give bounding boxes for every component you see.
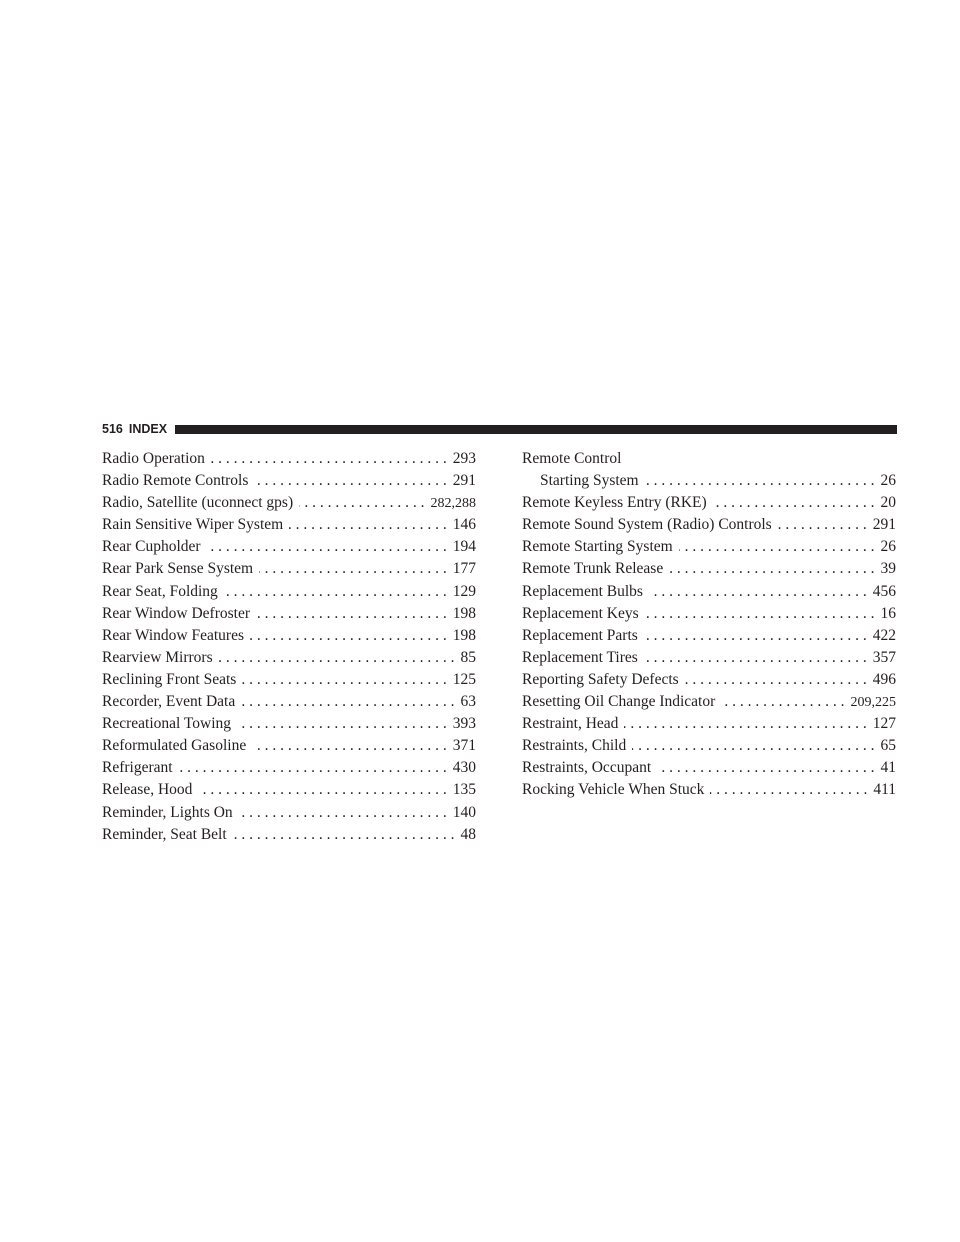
index-entry <box>102 824 476 846</box>
dot-leader <box>710 779 867 801</box>
dot-leader <box>289 514 447 536</box>
index-entry <box>522 713 896 735</box>
index-pages: 496 <box>872 670 896 688</box>
index-entry <box>102 735 476 757</box>
index-term: Restraints, Child <box>522 737 627 755</box>
index-entry <box>522 757 896 779</box>
index-term: Reminder, Seat Belt <box>102 825 227 843</box>
index-pages: 65 <box>880 737 896 755</box>
index-entry <box>102 779 476 801</box>
index-pages: 26 <box>880 472 896 490</box>
index-term: Remote Starting System <box>522 538 673 556</box>
dot-leader <box>645 470 875 492</box>
index-heading: Remote Control <box>522 450 622 467</box>
index-entry <box>102 625 476 647</box>
dot-leader <box>254 470 446 492</box>
index-term: Remote Keyless Entry (RKE) <box>522 494 707 512</box>
index-term: Rear Seat, Folding <box>102 582 218 600</box>
index-pages: 48 <box>460 825 476 843</box>
index-pages: 26 <box>880 538 896 556</box>
index-entry <box>522 581 896 603</box>
dot-leader <box>685 669 867 691</box>
index-entry <box>102 802 476 824</box>
index-term: Replacement Bulbs <box>522 582 643 600</box>
index-pages: 63 <box>460 693 476 711</box>
dot-leader <box>624 713 866 735</box>
dot-leader <box>237 713 447 735</box>
index-pages: 129 <box>452 582 476 600</box>
index-term: Rear Window Features <box>102 626 244 644</box>
index-pages: 85 <box>460 648 476 666</box>
dot-leader <box>259 558 447 580</box>
dot-leader <box>239 802 447 824</box>
index-entry <box>522 603 896 625</box>
index-term: Rocking Vehicle When Stuck <box>522 781 705 799</box>
dot-leader <box>679 536 875 558</box>
dot-leader <box>219 647 455 669</box>
index-entry <box>102 448 476 470</box>
dot-leader <box>657 757 874 779</box>
index-term: Reporting Safety Defects <box>522 670 679 688</box>
index-pages: 293 <box>452 450 476 467</box>
index-entry <box>102 691 476 713</box>
index-term: Radio Remote Controls <box>102 472 249 490</box>
index-term: Rear Window Defroster <box>102 604 251 622</box>
index-term: Replacement Tires <box>522 648 638 666</box>
index-entry <box>522 647 896 669</box>
dot-leader <box>242 669 446 691</box>
index-pages: 282,288 <box>430 496 476 512</box>
index-entry <box>102 757 476 779</box>
index-entry <box>522 691 896 713</box>
index-term: Radio, Satellite (uconnect gps) <box>102 494 294 512</box>
dot-leader <box>669 558 874 580</box>
header-rule <box>175 425 897 434</box>
index-pages: 194 <box>452 538 476 556</box>
index-entry <box>102 470 476 492</box>
index-pages: 422 <box>872 626 896 644</box>
index-term: Recreational Towing <box>102 715 232 733</box>
index-pages: 198 <box>452 626 476 644</box>
index-entry <box>522 735 896 757</box>
dot-leader <box>252 735 447 757</box>
dot-leader <box>713 492 875 514</box>
index-entry <box>522 625 896 647</box>
index-entry <box>522 536 896 558</box>
index-term: Refrigerant <box>102 759 173 777</box>
page-number: 516 <box>102 422 123 436</box>
index-entry <box>102 603 476 625</box>
index-term: Restraint, Head <box>522 715 619 733</box>
dot-leader <box>299 492 424 514</box>
index-pages: 140 <box>452 803 476 821</box>
index-pages: 371 <box>452 737 476 755</box>
index-pages: 20 <box>880 494 896 512</box>
index-entry <box>102 713 476 735</box>
page-header <box>102 421 897 437</box>
index-pages: 357 <box>872 648 896 666</box>
index-pages: 411 <box>873 781 896 799</box>
dot-leader <box>644 647 867 669</box>
dot-leader <box>721 691 844 713</box>
index-entry <box>102 647 476 669</box>
index-entry <box>522 669 896 691</box>
index-pages: 291 <box>872 516 896 534</box>
dot-leader <box>256 603 447 625</box>
dot-leader <box>250 625 447 647</box>
dot-leader <box>207 536 447 558</box>
dot-leader <box>644 625 867 647</box>
index-term: Rain Sensitive Wiper System <box>102 516 284 534</box>
index-pages: 393 <box>452 715 476 733</box>
index-column-left <box>102 448 476 846</box>
index-pages: 146 <box>452 516 476 534</box>
index-term: Release, Hood <box>102 781 193 799</box>
index-entry <box>102 558 476 580</box>
dot-leader <box>179 757 447 779</box>
index-term: Replacement Keys <box>522 604 639 622</box>
index-pages: 430 <box>452 759 476 777</box>
index-term: Remote Trunk Release <box>522 560 664 578</box>
index-pages: 198 <box>452 604 476 622</box>
index-entry <box>522 558 896 580</box>
index-term: Rear Park Sense System <box>102 560 254 578</box>
index-term: Reformulated Gasoline <box>102 737 247 755</box>
index-pages: 16 <box>880 604 896 622</box>
dot-leader <box>645 603 875 625</box>
index-pages: 209,225 <box>850 695 896 711</box>
index-pages: 125 <box>452 670 476 688</box>
index-pages: 41 <box>880 759 896 777</box>
index-entry <box>102 492 476 514</box>
index-subentry <box>522 470 896 492</box>
index-term: Radio Operation <box>102 450 205 467</box>
dot-leader <box>211 448 447 470</box>
index-term: Reclining Front Seats <box>102 670 237 688</box>
dot-leader <box>241 691 454 713</box>
index-pages: 291 <box>452 472 476 490</box>
dot-leader <box>224 581 447 603</box>
dot-leader <box>649 581 867 603</box>
index-pages: 456 <box>872 582 896 600</box>
index-entry <box>102 514 476 536</box>
index-term: Rear Cupholder <box>102 538 201 556</box>
index-term: Recorder, Event Data <box>102 693 236 711</box>
index-term: Starting System <box>540 472 639 490</box>
dot-leader <box>632 735 874 757</box>
index-term: Remote Sound System (Radio) Controls <box>522 516 772 534</box>
index-pages: 177 <box>452 560 476 578</box>
index-entry <box>522 779 896 801</box>
dot-leader <box>778 514 867 536</box>
index-pages: 39 <box>880 560 896 578</box>
index-term: Reminder, Lights On <box>102 803 233 821</box>
index-column-right <box>522 448 896 802</box>
index-entry <box>102 669 476 691</box>
section-title: INDEX <box>128 422 168 436</box>
index-pages: 127 <box>872 715 896 733</box>
dot-leader <box>233 824 455 846</box>
index-entry <box>102 581 476 603</box>
index-term: Replacement Parts <box>522 626 638 644</box>
index-term: Rearview Mirrors <box>102 648 213 666</box>
index-entry <box>522 514 896 536</box>
index-term: Restraints, Occupant <box>522 759 652 777</box>
index-term: Resetting Oil Change Indicator <box>522 693 716 711</box>
index-entry <box>102 536 476 558</box>
index-entry <box>522 492 896 514</box>
index-pages: 135 <box>452 781 476 799</box>
dot-leader <box>198 779 446 801</box>
